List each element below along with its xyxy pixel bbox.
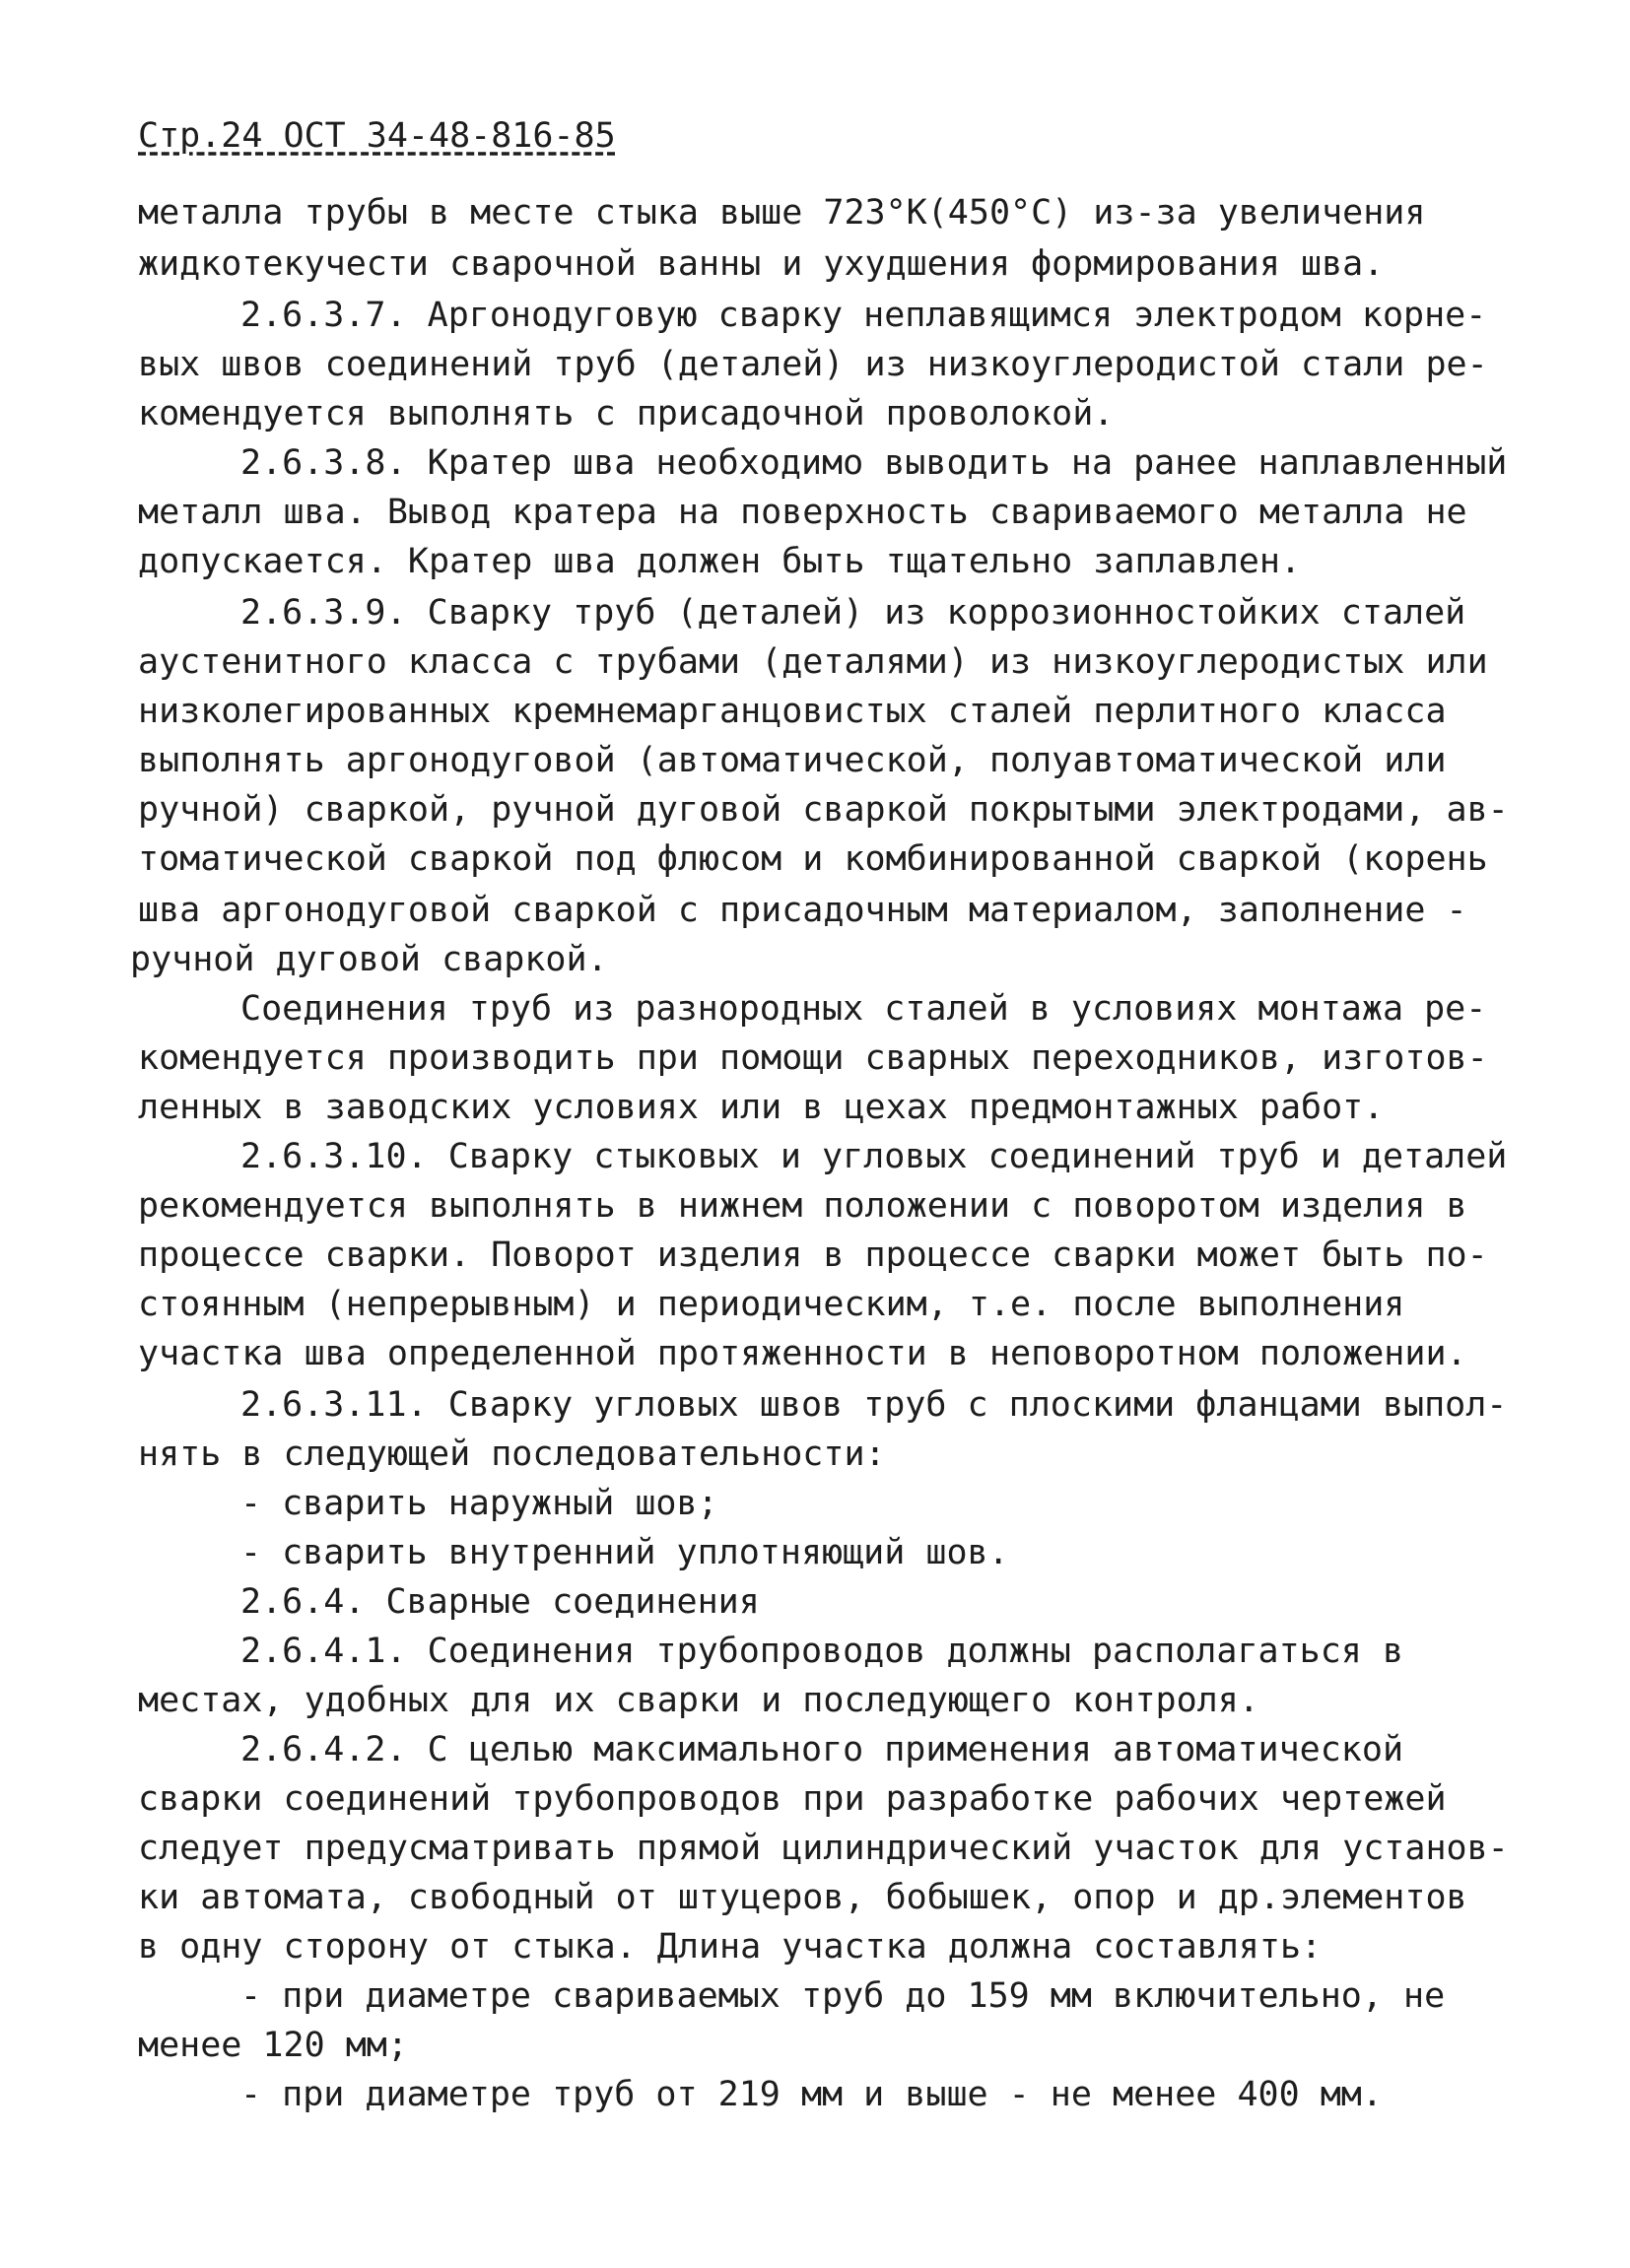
text-line: - сварить наружный шов;: [240, 1484, 718, 1523]
text-line: 2.6.3.8. Кратер шва необходимо выводить на ранее наплавленный: [240, 443, 1508, 483]
text-line: - при диаметре труб от 219 мм и выше - не менее 400 мм.: [240, 2075, 1383, 2114]
text-line: участка шва определенной протяженности в неповоротном положении.: [138, 1334, 1467, 1373]
text-line: менее 120 мм;: [138, 2026, 408, 2065]
text-line: допускается. Кратер шва должен быть тщательно заплавлен.: [138, 542, 1302, 581]
text-line: процессе сварки. Поворот изделия в процессе сварки может быть по-: [138, 1235, 1488, 1275]
text-line: нять в следующей последовательности:: [138, 1434, 886, 1474]
text-line: комендуется производить при помощи сварных переходников, изготов-: [138, 1038, 1488, 1078]
text-line: комендуется выполнять с присадочной проволокой.: [138, 394, 1115, 434]
text-line: стоянным (непрерывным) и периодическим, т.е. после выполнения: [138, 1285, 1405, 1324]
text-line: следует предусматривать прямой цилиндрический участок для установ-: [138, 1829, 1509, 1868]
text-line: - при диаметре свариваемых труб до 159 мм включительно, не: [240, 1976, 1446, 2016]
text-line: вых швов соединений труб (деталей) из низкоуглеродистой стали ре-: [138, 345, 1488, 384]
text-line: ручной дуговой сваркой.: [130, 940, 608, 979]
text-line: металл шва. Вывод кратера на поверхность свариваемого металла не: [138, 493, 1467, 532]
text-line: местах, удобных для их сварки и последующего контроля.: [138, 1681, 1259, 1720]
text-line: 2.6.4. Сварные соединения: [240, 1582, 760, 1622]
text-line: 2.6.3.9. Сварку труб (деталей) из коррозионностойких сталей: [240, 593, 1466, 633]
text-line: выполнять аргонодуговой (автоматической, полуавтоматической или: [138, 741, 1447, 780]
text-line: ки автомата, свободный от штуцеров, бобышек, опор и др.элементов: [138, 1878, 1467, 1917]
text-line: ленных в заводских условиях или в цехах предмонтажных работ.: [138, 1088, 1385, 1127]
text-line: в одну сторону от стыка. Длина участка должна составлять:: [138, 1927, 1323, 1967]
text-line: - сварить внутренний уплотняющий шов.: [240, 1533, 1009, 1572]
text-line: томатической сваркой под флюсом и комбинированной сваркой (корень: [138, 839, 1488, 879]
text-line: 2.6.3.7. Аргонодуговую сварку неплавящимся электродом корне-: [240, 296, 1487, 335]
text-line: жидкотекучести сварочной ванны и ухудшения формирования шва.: [138, 244, 1385, 284]
text-line: сварки соединений трубопроводов при разработке рабочих чертежей: [138, 1779, 1447, 1819]
text-line: аустенитного класса с трубами (деталями) из низкоуглеродистых или: [138, 642, 1488, 682]
text-line: 2.6.4.2. С целью максимального применения автоматической: [240, 1730, 1404, 1769]
text-line: рекомендуется выполнять в нижнем положении с поворотом изделия в: [138, 1186, 1467, 1226]
text-line: низколегированных кремнемарганцовистых сталей перлитного класса: [138, 692, 1447, 731]
text-line: 2.6.3.10. Сварку стыковых и угловых соединений труб и деталей: [240, 1137, 1508, 1176]
text-line: шва аргонодуговой сваркой с присадочным материалом, заполнение -: [138, 891, 1467, 930]
page-header: Стр.24 ОСТ 34-48-816-85: [138, 116, 616, 156]
text-line: 2.6.4.1. Соединения трубопроводов должны располагаться в: [240, 1632, 1404, 1671]
text-line: металла трубы в месте стыка выше 723°К(450°С) из-за увеличения: [138, 193, 1426, 233]
text-line: 2.6.3.11. Сварку угловых швов труб с плоскими фланцами выпол-: [240, 1385, 1508, 1425]
text-line: Соединения труб из разнородных сталей в условиях монтажа ре-: [240, 989, 1487, 1029]
text-line: ручной) сваркой, ручной дуговой сваркой покрытыми электродами, ав-: [138, 790, 1509, 830]
